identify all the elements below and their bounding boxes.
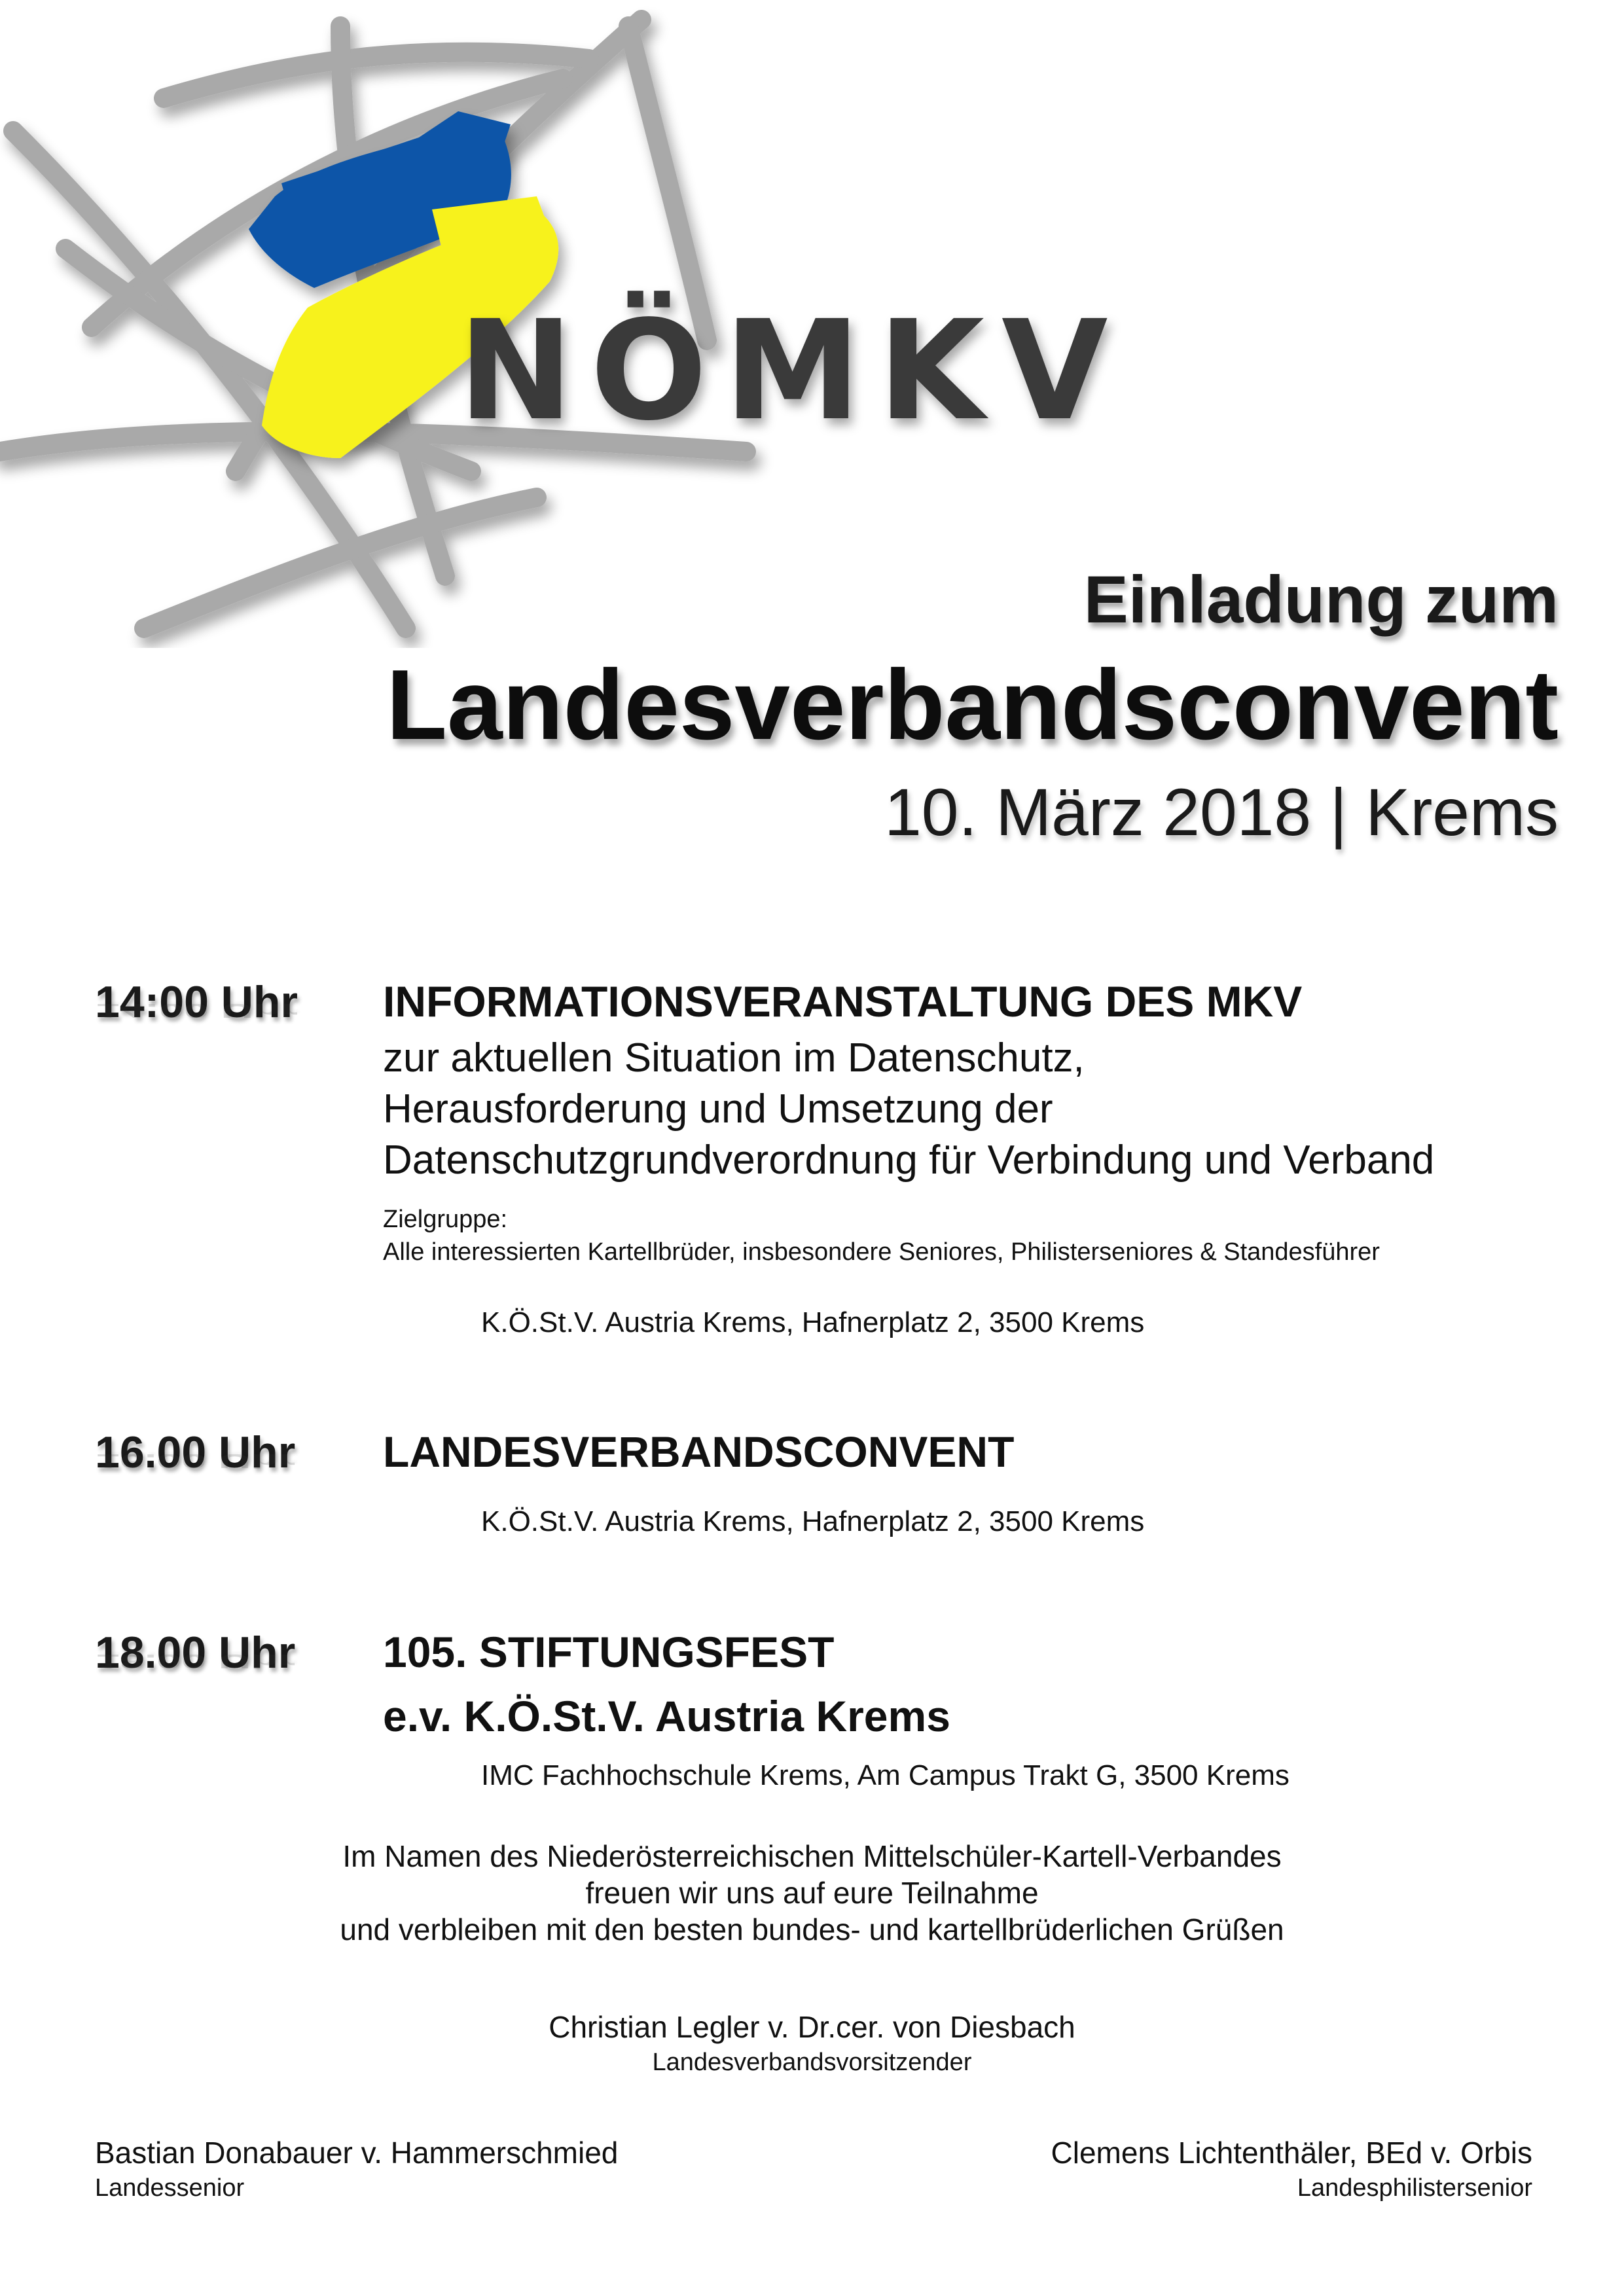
signature-role: Landesverbandsvorsitzender: [652, 2049, 972, 2076]
target-group-label: Zielgruppe:: [383, 1206, 508, 1233]
signature-center: [0, 2009, 1624, 2077]
signature-right: [1051, 2135, 1532, 2202]
title-main: Landesverbandsconvent: [386, 649, 1559, 761]
signature-name: Clemens Lichtenthäler, BEd v. Orbis: [1051, 2136, 1532, 2170]
signature-role: Landesphilistersenior: [1297, 2174, 1532, 2202]
title-date-location: 10. März 2018 | Krems: [884, 774, 1559, 850]
event-address: K.Ö.St.V. Austria Krems, Hafnerplatz 2, 3500 Krems: [481, 1505, 1145, 1537]
closing-line: Im Namen des Niederösterreichischen Mittelschüler-Kartell-Verbandes: [342, 1839, 1282, 1873]
target-group-text: Alle interessierten Kartellbrüder, insbesondere Seniores, Philisterseniores & Standesführer: [383, 1238, 1380, 1266]
signature-name: Christian Legler v. Dr.cer. von Diesbach: [549, 2010, 1075, 2044]
signature-name: Bastian Donabauer v. Hammerschmied: [95, 2136, 619, 2170]
title-intro: Einladung zum: [1083, 562, 1559, 637]
signature-role: Landessenior: [95, 2174, 245, 2202]
event-time: 18.00 Uhr 18.00 Uhr: [95, 1627, 295, 1678]
description-line: Herausforderung und Umsetzung der: [383, 1086, 1053, 1132]
event-address: IMC Fachhochschule Krems, Am Campus Trakt G, 3500 Krems: [481, 1759, 1290, 1791]
description-line: Datenschutzgrundverordnung für Verbindung und Verband: [383, 1138, 1435, 1183]
event-description: [383, 1033, 1434, 1186]
event-heading: LANDESVERBANDSCONVENT: [383, 1427, 1015, 1476]
description-line: zur aktuellen Situation im Datenschutz,: [383, 1035, 1085, 1081]
closing-line: freuen wir uns auf eure Teilnahme: [585, 1876, 1039, 1910]
invitation-title: [386, 563, 1559, 849]
event-heading: INFORMATIONSVERANSTALTUNG DES MKV: [383, 977, 1303, 1026]
event-time: 16.00 Uhr 16.00 Uhr: [95, 1427, 295, 1478]
event-address: K.Ö.St.V. Austria Krems, Hafnerplatz 2, 3500 Krems: [481, 1306, 1145, 1338]
event-heading: 105. STIFTUNGSFEST: [383, 1628, 835, 1676]
closing-line: und verbleiben mit den besten bundes- und kartellbrüderlichen Grüßen: [340, 1912, 1284, 1946]
logo-wordmark: NÖMKV: [458, 291, 1125, 451]
event-heading-host: e.v. K.Ö.St.V. Austria Krems: [383, 1692, 950, 1740]
signature-left: [95, 2135, 618, 2202]
target-group: [383, 1203, 1380, 1268]
nomkv-logo: [0, 0, 1125, 648]
closing-text: [0, 1838, 1624, 1948]
event-time: 14:00 Uhr 14:00 Uhr: [95, 977, 298, 1028]
